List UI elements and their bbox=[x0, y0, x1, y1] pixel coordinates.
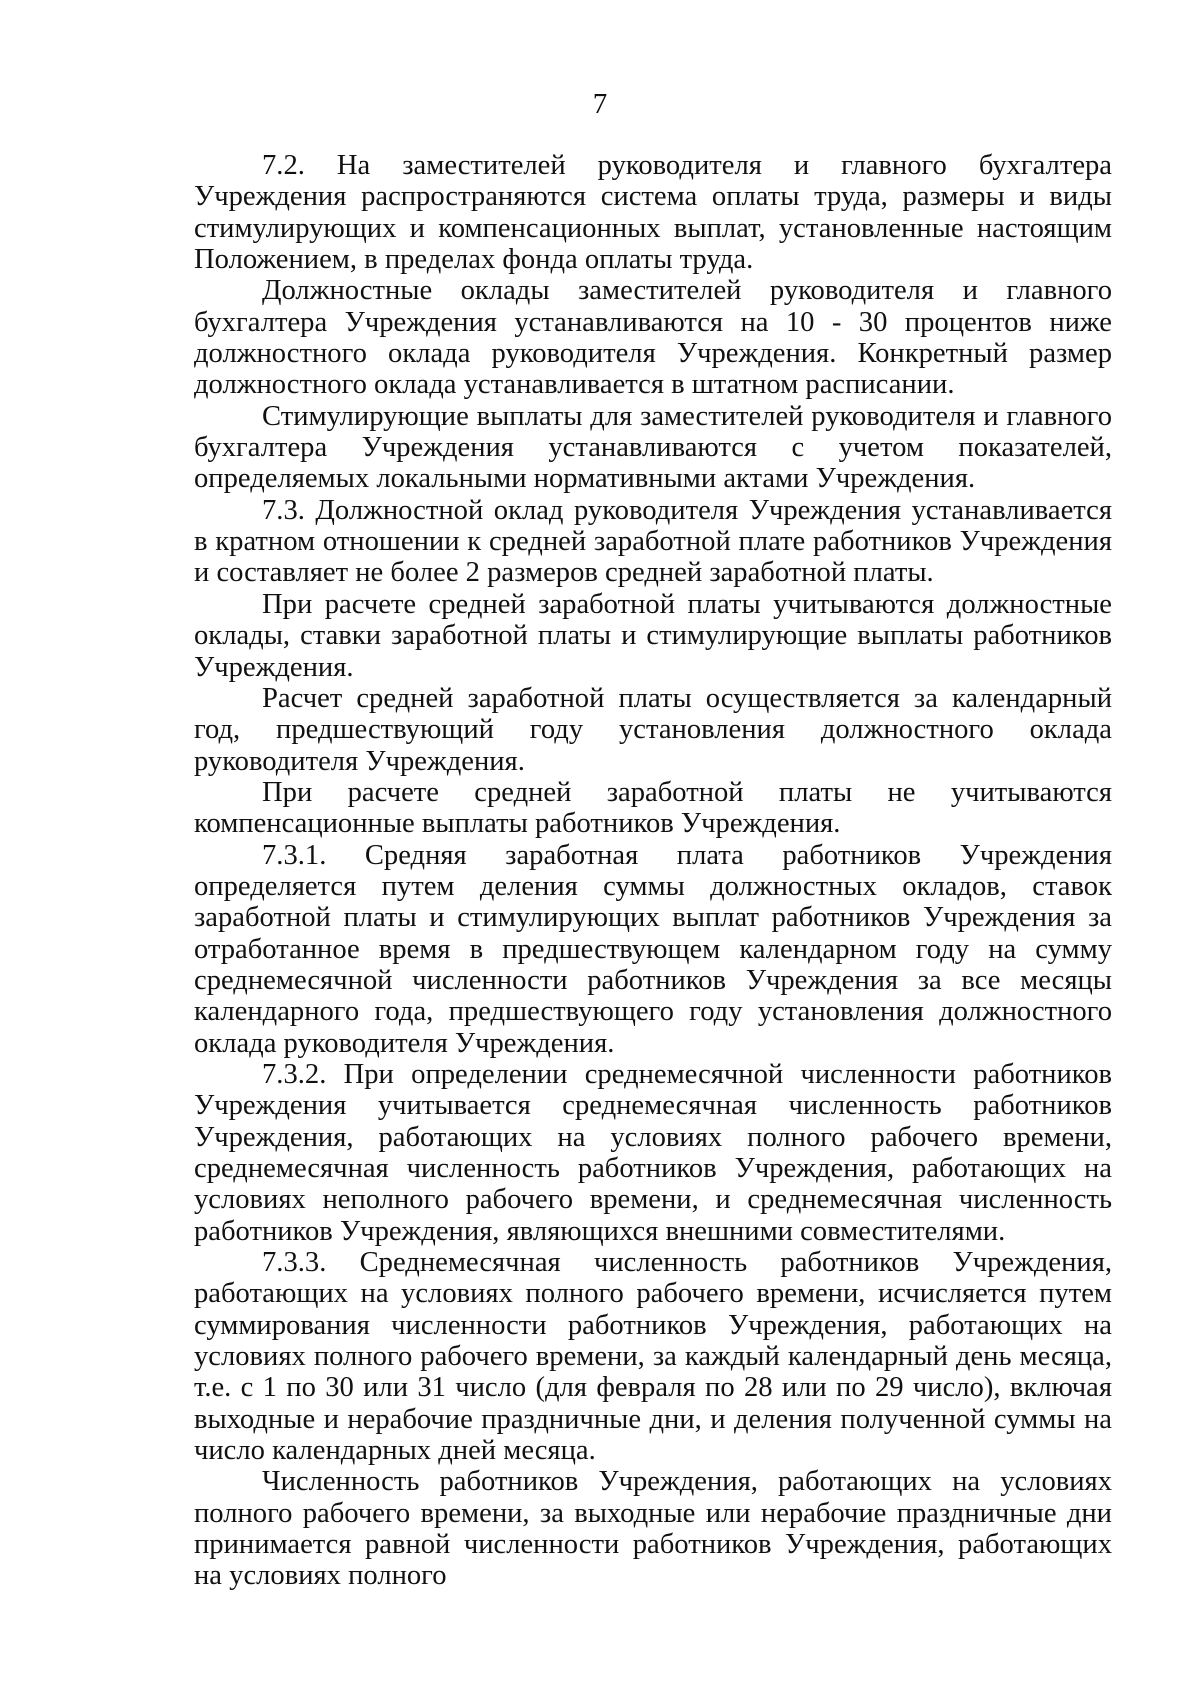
paragraph-calculation-period: Расчет средней заработной платы осуществляется за календарный год, предшествующий году установления должностного оклада руководителя Учреждения. bbox=[194, 682, 1112, 777]
page-number: 7 bbox=[592, 88, 608, 120]
paragraph-average-salary-calc: При расчете средней заработной платы учитываются должностные оклады, ставки заработной платы и стимулирующие выплаты работников Учреждения. bbox=[194, 588, 1112, 683]
paragraph-7-2: 7.2. На заместителей руководителя и главного бухгалтера Учреждения распространяются система оплаты труда, размеры и виды стимулирующих и компенсационных выплат, установленные настоящим Положением, в пределах фонда оплаты труда. bbox=[194, 150, 1112, 276]
paragraph-7-3-1: 7.3.1. Средняя заработная плата работников Учреждения определяется путем деления суммы должностных окладов, ставок заработной платы и стимулирующих выплат работников Учреждения за отработанное время в предшествующем календарном году на сумму среднемесячной численности работников Учреждения за все месяцы календарного года, предшествующего году установления должностного оклада руководителя Учреждения. bbox=[194, 839, 1112, 1059]
document-body bbox=[194, 150, 1112, 1592]
paragraph-7-3-3: 7.3.3. Среднемесячная численность работников Учреждения, работающих на условиях полного рабочего времени, исчисляется путем суммирования численности работников Учреждения, работающих на условиях полного рабочего времени, за каждый календарный день месяца, т.е. с 1 по 30 или 31 число (для февраля по 28 или по 29 число), включая выходные и нерабочие праздничные дни, и деления полученной суммы на число календарных дней месяца. bbox=[194, 1247, 1112, 1467]
paragraph-7-3: 7.3. Должностной оклад руководителя Учреждения устанавливается в кратном отношении к средней заработной плате работников Учреждения и составляет не более 2 размеров средней заработной платы. bbox=[194, 494, 1112, 589]
paragraph-deputy-incentives: Стимулирующие выплаты для заместителей руководителя и главного бухгалтера Учреждения устанавливаются с учетом показателей, определяемых локальными нормативными актами Учреждения. bbox=[194, 400, 1112, 495]
paragraph-compensation-excluded: При расчете средней заработной платы не учитываются компенсационные выплаты работников Учреждения. bbox=[194, 776, 1112, 840]
paragraph-holiday-headcount: Численность работников Учреждения, работающих на условиях полного рабочего времени, за выходные или нерабочие праздничные дни принимается равной численности работников Учреждения, работающих на условиях полного bbox=[194, 1466, 1112, 1592]
paragraph-deputy-salaries: Должностные оклады заместителей руководителя и главного бухгалтера Учреждения устанавливаются на 10 - 30 процентов ниже должностного оклада руководителя Учреждения. Конкретный размер должностного оклада устанавливается в штатном расписании. bbox=[194, 275, 1112, 401]
paragraph-7-3-2: 7.3.2. При определении среднемесячной численности работников Учреждения учитывается среднемесячная численность работников Учреждения, работающих на условиях полного рабочего времени, среднемесячная численность работников Учреждения, работающих на условиях неполного рабочего времени, и среднемесячная численность работников Учреждения, являющихся внешними совместителями. bbox=[194, 1058, 1112, 1247]
